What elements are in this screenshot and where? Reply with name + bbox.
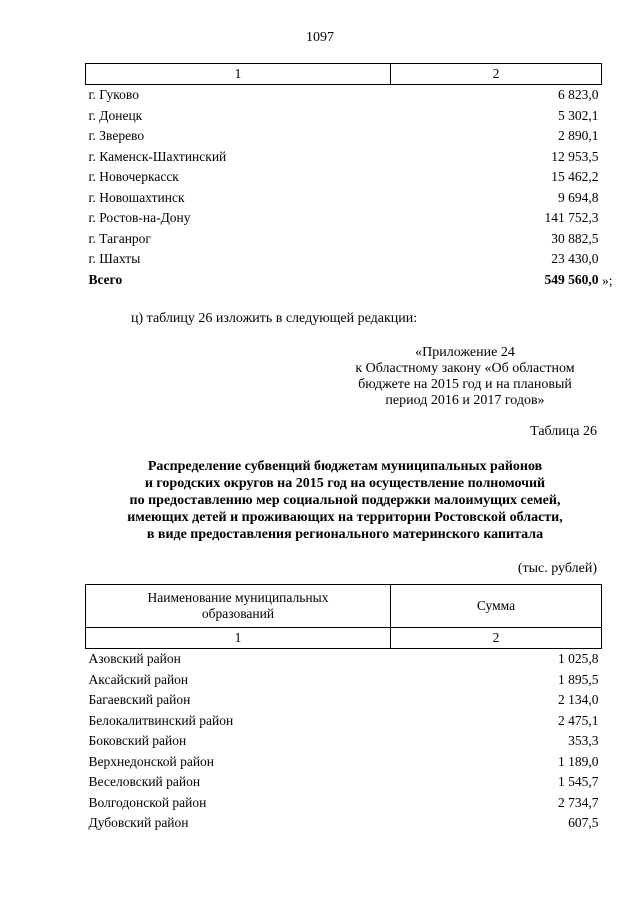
row-value: 607,5 — [568, 815, 599, 830]
table-row — [86, 126, 602, 147]
column-number-2: 2 — [391, 64, 602, 85]
row-value: 9 694,8 — [558, 189, 599, 205]
amendment-instruction: ц) таблицу 26 изложить в следующей редакции: — [131, 311, 418, 326]
row-name: Волгодонской район — [88, 794, 207, 810]
row-value: 2 734,7 — [558, 794, 599, 810]
row-name: г. Таганрог — [88, 230, 151, 246]
row-value: 5 302,1 — [558, 107, 599, 123]
table-row — [86, 167, 602, 188]
row-name: г. Шахты — [88, 251, 141, 266]
total-label: Всего — [88, 271, 123, 287]
row-value: 2 475,1 — [558, 712, 599, 728]
row-value: 6 823,0 — [558, 87, 599, 102]
row-value: 1 545,7 — [558, 774, 599, 789]
appendix-heading — [330, 345, 600, 409]
appendix-line: «Приложение 24 — [415, 345, 515, 360]
table-title — [70, 458, 620, 543]
table-row — [86, 813, 602, 834]
row-value: 12 953,5 — [551, 148, 599, 164]
row-name: г. Новочеркасск — [88, 169, 179, 184]
table-row — [86, 147, 602, 168]
row-name: г. Зверево — [88, 128, 145, 143]
table-row — [86, 249, 602, 270]
row-name: Веселовский район — [88, 774, 201, 789]
table-row — [86, 85, 602, 106]
row-name: г. Ростов-на-Дону — [88, 210, 191, 225]
table-row — [86, 188, 602, 209]
table-row — [86, 208, 602, 229]
row-name: г. Донецк — [88, 107, 143, 123]
title-line: в виде предоставления регионального материнского капитала — [146, 527, 544, 542]
row-value: 1 895,5 — [558, 671, 599, 687]
column-number-1: 1 — [86, 628, 391, 649]
table-row — [86, 690, 602, 711]
title-line: и городских округов на 2015 год на осуществление полномочий — [144, 476, 546, 491]
row-value: 2 890,1 — [558, 128, 599, 143]
row-name: Дубовский район — [88, 815, 189, 830]
table-header-row — [86, 585, 602, 628]
closing-quote: »; — [602, 273, 613, 288]
total-value: 549 560,0 — [544, 271, 599, 287]
row-value: 141 752,3 — [544, 210, 599, 225]
row-name: г. Новошахтинск — [88, 189, 185, 205]
title-line: имеющих детей и проживающих на территории Ростовской области, — [127, 510, 563, 525]
table-row — [86, 752, 602, 773]
row-value: 2 134,0 — [558, 692, 599, 707]
row-name: Боковский район — [88, 733, 187, 748]
row-value: 30 882,5 — [551, 230, 599, 246]
row-name: Аксайский район — [88, 671, 189, 687]
row-value: 1 189,0 — [558, 753, 599, 769]
row-value: 1 025,8 — [558, 651, 599, 666]
header-sum: Сумма — [391, 585, 602, 628]
table-row — [86, 670, 602, 691]
row-name: г. Гуково — [88, 87, 139, 102]
table-row — [86, 106, 602, 127]
appendix-line: бюджете на 2015 год и на плановый — [358, 377, 572, 392]
title-line: по предоставлению мер социальной поддержки малоимущих семей, — [129, 493, 561, 508]
table-continuation — [85, 63, 602, 290]
total-row — [86, 270, 602, 291]
subventions-table — [85, 584, 602, 834]
page-number: 1097 — [306, 30, 334, 45]
appendix-line: к Областному закону «Об областном — [355, 361, 575, 376]
header-name-line: образований — [201, 606, 275, 621]
header-name — [86, 585, 391, 628]
row-name: Верхнедонской район — [88, 753, 215, 769]
header-name-line: Наименование муниципальных — [147, 590, 329, 605]
row-name: Азовский район — [88, 651, 181, 666]
row-name: Багаевский район — [88, 692, 191, 707]
table-column-number-row — [86, 64, 602, 85]
column-number-2: 2 — [391, 628, 602, 649]
table-label: Таблица 26 — [530, 424, 597, 439]
table-row — [86, 711, 602, 732]
row-name: Белокалитвинский район — [88, 712, 234, 728]
table-row — [86, 649, 602, 670]
table-row — [86, 229, 602, 250]
table-row — [86, 731, 602, 752]
units-label: (тыс. рублей) — [517, 561, 597, 576]
row-value: 15 462,2 — [551, 169, 599, 184]
title-line: Распределение субвенций бюджетам муниципальных районов — [147, 459, 543, 474]
table-row — [86, 793, 602, 814]
table-column-number-row — [86, 628, 602, 649]
row-value: 23 430,0 — [551, 251, 599, 266]
table-row — [86, 772, 602, 793]
column-number-1: 1 — [86, 64, 391, 85]
row-value: 353,3 — [568, 733, 599, 748]
row-name: г. Каменск-Шахтинский — [88, 148, 227, 164]
appendix-line: период 2016 и 2017 годов» — [385, 393, 545, 408]
